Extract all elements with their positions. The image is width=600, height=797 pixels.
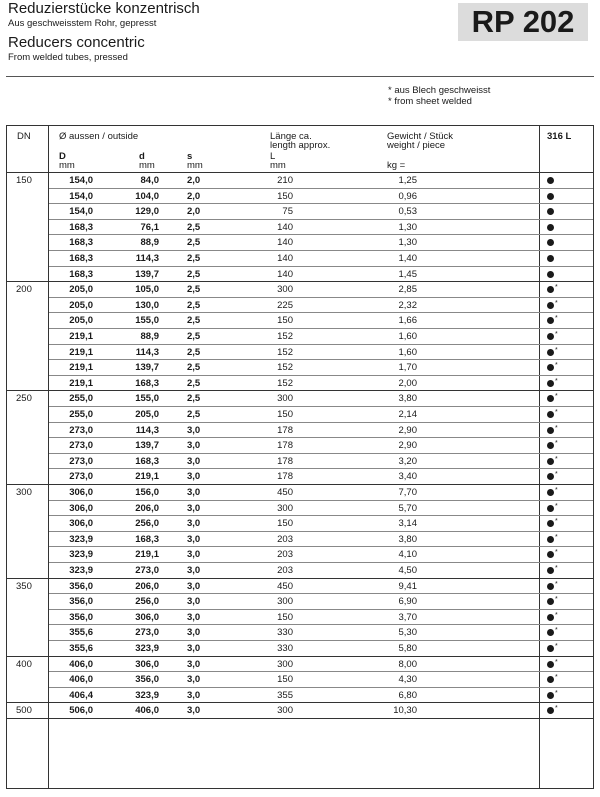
sheet-welded-star: * xyxy=(555,689,558,697)
sheet-welded-star: * xyxy=(555,596,558,604)
cell-D: 356,0 xyxy=(69,580,93,592)
sheet-welded-star: * xyxy=(555,674,558,682)
cell-s: 3,0 xyxy=(187,502,201,514)
cell-L: 300 xyxy=(277,705,293,717)
cell-weight: 5,30 xyxy=(398,627,417,639)
cell-D: 355,6 xyxy=(69,627,93,639)
group-divider xyxy=(7,484,593,485)
cell-L: 203 xyxy=(277,549,293,561)
header-row-divider xyxy=(7,172,593,173)
cell-D: 406,0 xyxy=(69,674,93,686)
cell-L: 150 xyxy=(277,409,293,420)
cell-d: 205,0 xyxy=(135,409,159,420)
sheet-welded-star: * xyxy=(555,362,558,370)
cell-d: 156,0 xyxy=(135,487,159,498)
header-unit-s: mm xyxy=(187,160,203,171)
sheet-welded-star: * xyxy=(555,393,558,401)
cell-d: 219,1 xyxy=(135,471,159,483)
sheet-welded-star: * xyxy=(555,377,558,385)
cell-weight: 3,14 xyxy=(398,518,417,530)
cell-s: 2,5 xyxy=(187,331,201,342)
cell-D: 323,9 xyxy=(69,565,93,576)
cell-D: 323,9 xyxy=(69,549,93,561)
cell-d: 206,0 xyxy=(135,502,159,514)
cell-s: 3,0 xyxy=(187,643,201,654)
cell-d: 168,3 xyxy=(135,533,159,545)
sheet-welded-star: * xyxy=(555,565,558,572)
sheet-welded-star: * xyxy=(555,284,558,292)
dn-value: 400 xyxy=(16,658,32,670)
cell-L: 450 xyxy=(277,487,293,498)
cell-d: 273,0 xyxy=(135,565,159,576)
cell-L: 152 xyxy=(277,346,293,358)
cell-s: 3,0 xyxy=(187,627,201,639)
availability-dot xyxy=(547,208,554,215)
cell-D: 506,0 xyxy=(69,705,93,717)
sheet-welded-star: * xyxy=(555,455,558,463)
availability-dot xyxy=(547,286,554,293)
availability-dot xyxy=(547,333,554,340)
cell-d: 76,1 xyxy=(140,221,159,233)
cell-D: 273,0 xyxy=(69,455,93,467)
cell-s: 3,0 xyxy=(187,689,201,701)
header-unit-L: mm xyxy=(270,160,286,171)
cell-weight: 1,45 xyxy=(398,268,417,280)
cell-weight: 1,40 xyxy=(398,253,417,264)
cell-s: 2,5 xyxy=(187,315,201,327)
cell-weight: 1,30 xyxy=(398,237,417,249)
cell-d: 219,1 xyxy=(135,549,159,561)
availability-dot xyxy=(547,629,554,636)
availability-dot xyxy=(547,645,554,652)
cell-D: 273,0 xyxy=(69,471,93,483)
header-divider xyxy=(6,76,594,77)
cell-D: 306,0 xyxy=(69,487,93,498)
cell-s: 3,0 xyxy=(187,518,201,530)
availability-dot xyxy=(547,583,554,590)
title-german: Reduzierstücke konzentrisch xyxy=(8,0,200,17)
note-german: * aus Blech geschweisst xyxy=(388,85,491,96)
availability-dot xyxy=(547,177,554,184)
cell-d: 155,0 xyxy=(135,393,159,405)
header-length-english: length approx. xyxy=(270,140,331,151)
cell-L: 300 xyxy=(277,284,293,296)
cell-D: 154,0 xyxy=(69,175,93,186)
cell-L: 75 xyxy=(282,206,293,218)
cell-L: 152 xyxy=(277,362,293,374)
subtitle-english: From welded tubes, pressed xyxy=(8,52,128,63)
cell-d: 104,0 xyxy=(135,190,159,202)
cell-D: 355,6 xyxy=(69,643,93,654)
availability-dot xyxy=(547,458,554,465)
cell-D: 205,0 xyxy=(69,284,93,296)
cell-weight: 2,00 xyxy=(398,377,417,389)
cell-d: 356,0 xyxy=(135,674,159,686)
cell-L: 300 xyxy=(277,596,293,608)
cell-d: 105,0 xyxy=(135,284,159,296)
cell-s: 2,5 xyxy=(187,409,201,420)
cell-L: 300 xyxy=(277,502,293,514)
cell-s: 2,5 xyxy=(187,237,201,249)
cell-d: 256,0 xyxy=(135,596,159,608)
cell-d: 406,0 xyxy=(135,705,159,717)
cell-weight: 1,60 xyxy=(398,331,417,342)
cell-weight: 2,32 xyxy=(398,299,417,311)
availability-dot xyxy=(547,567,554,574)
cell-D: 356,0 xyxy=(69,596,93,608)
cell-s: 3,0 xyxy=(187,658,201,670)
availability-dot xyxy=(547,317,554,324)
column-divider xyxy=(539,126,540,788)
availability-dot xyxy=(547,473,554,480)
availability-dot xyxy=(547,224,554,231)
availability-dot xyxy=(547,271,554,278)
availability-dot xyxy=(547,395,554,402)
cell-D: 406,4 xyxy=(69,689,93,701)
cell-s: 3,0 xyxy=(187,424,201,436)
sheet-welded-star: * xyxy=(555,502,558,510)
cell-D: 168,3 xyxy=(69,237,93,249)
sheet-welded-star: * xyxy=(555,331,558,338)
cell-s: 3,0 xyxy=(187,674,201,686)
cell-d: 88,9 xyxy=(140,331,159,342)
cell-L: 150 xyxy=(277,518,293,530)
cell-d: 306,0 xyxy=(135,611,159,623)
cell-s: 2,0 xyxy=(187,175,201,186)
cell-L: 150 xyxy=(277,674,293,686)
cell-d: 139,7 xyxy=(135,268,159,280)
cell-D: 273,0 xyxy=(69,440,93,452)
availability-dot xyxy=(547,489,554,496)
cell-weight: 3,20 xyxy=(398,455,417,467)
cell-weight: 0,53 xyxy=(398,206,417,218)
cell-L: 140 xyxy=(277,253,293,264)
cell-d: 206,0 xyxy=(135,580,159,592)
cell-weight: 2,90 xyxy=(398,440,417,452)
header-D: D xyxy=(59,151,66,162)
availability-dot xyxy=(547,614,554,621)
cell-s: 2,5 xyxy=(187,284,201,296)
sheet-welded-star: * xyxy=(555,440,558,448)
cell-D: 323,9 xyxy=(69,533,93,545)
cell-D: 205,0 xyxy=(69,299,93,311)
availability-dot xyxy=(547,239,554,246)
cell-d: 168,3 xyxy=(135,377,159,389)
availability-dot xyxy=(547,380,554,387)
cell-s: 2,0 xyxy=(187,206,201,218)
dn-value: 250 xyxy=(16,393,32,405)
availability-dot xyxy=(547,427,554,434)
header-length-german: Länge ca. xyxy=(270,131,312,142)
group-divider xyxy=(7,390,593,391)
cell-s: 3,0 xyxy=(187,596,201,608)
cell-s: 2,5 xyxy=(187,346,201,358)
cell-weight: 3,80 xyxy=(398,533,417,545)
availability-dot xyxy=(547,598,554,605)
cell-D: 219,1 xyxy=(69,362,93,374)
cell-s: 3,0 xyxy=(187,455,201,467)
cell-s: 3,0 xyxy=(187,440,201,452)
cell-D: 306,0 xyxy=(69,518,93,530)
cell-L: 140 xyxy=(277,268,293,280)
cell-s: 3,0 xyxy=(187,611,201,623)
sheet-welded-star: * xyxy=(555,471,558,479)
title-english: Reducers concentric xyxy=(8,34,145,51)
cell-d: 306,0 xyxy=(135,658,159,670)
cell-weight: 4,50 xyxy=(398,565,417,576)
group-divider xyxy=(7,281,593,282)
cell-d: 323,9 xyxy=(135,689,159,701)
cell-d: 155,0 xyxy=(135,315,159,327)
cell-d: 256,0 xyxy=(135,518,159,530)
cell-d: 114,3 xyxy=(135,346,159,358)
subtitle-german: Aus geschweisstem Rohr, gepresst xyxy=(8,18,157,29)
availability-dot xyxy=(547,255,554,262)
sheet-welded-star: * xyxy=(555,611,558,619)
cell-weight: 2,85 xyxy=(398,284,417,296)
cell-L: 152 xyxy=(277,331,293,342)
cell-d: 84,0 xyxy=(140,175,159,186)
header-dn: DN xyxy=(17,131,31,142)
cell-weight: 0,96 xyxy=(398,190,417,202)
cell-s: 3,0 xyxy=(187,471,201,483)
cell-D: 356,0 xyxy=(69,611,93,623)
cell-s: 2,5 xyxy=(187,377,201,389)
availability-dot xyxy=(547,411,554,418)
cell-L: 330 xyxy=(277,643,293,654)
cell-weight: 4,30 xyxy=(398,674,417,686)
group-divider xyxy=(7,702,593,703)
cell-D: 273,0 xyxy=(69,424,93,436)
cell-d: 114,3 xyxy=(135,424,159,436)
cell-D: 255,0 xyxy=(69,409,93,420)
sheet-welded-star: * xyxy=(555,315,558,323)
cell-D: 255,0 xyxy=(69,393,93,405)
table-end-divider xyxy=(7,718,593,719)
cell-weight: 6,80 xyxy=(398,689,417,701)
cell-L: 300 xyxy=(277,658,293,670)
cell-L: 150 xyxy=(277,611,293,623)
cell-L: 150 xyxy=(277,190,293,202)
cell-s: 2,5 xyxy=(187,393,201,405)
availability-dot xyxy=(547,707,554,714)
cell-L: 225 xyxy=(277,299,293,311)
sheet-welded-star: * xyxy=(555,424,558,432)
cell-d: 273,0 xyxy=(135,627,159,639)
cell-L: 178 xyxy=(277,471,293,483)
sheet-welded-star: * xyxy=(555,643,558,650)
availability-dot xyxy=(547,349,554,356)
availability-dot xyxy=(547,520,554,527)
cell-s: 3,0 xyxy=(187,487,201,498)
cell-weight: 1,30 xyxy=(398,221,417,233)
cell-weight: 10,30 xyxy=(393,705,417,717)
cell-s: 3,0 xyxy=(187,580,201,592)
cell-weight: 7,70 xyxy=(398,487,417,498)
cell-L: 203 xyxy=(277,533,293,545)
sheet-welded-star: * xyxy=(555,346,558,354)
cell-L: 152 xyxy=(277,377,293,389)
sheet-welded-star: * xyxy=(555,705,558,713)
cell-s: 3,0 xyxy=(187,565,201,576)
cell-weight: 9,41 xyxy=(398,580,417,592)
sheet-welded-star: * xyxy=(555,487,558,494)
cell-weight: 5,70 xyxy=(398,502,417,514)
cell-s: 2,5 xyxy=(187,253,201,264)
cell-d: 139,7 xyxy=(135,440,159,452)
cell-d: 139,7 xyxy=(135,362,159,374)
cell-s: 2,5 xyxy=(187,299,201,311)
cell-D: 168,3 xyxy=(69,253,93,264)
header-weight-unit: kg = xyxy=(387,160,406,171)
availability-dot xyxy=(547,505,554,512)
cell-D: 219,1 xyxy=(69,377,93,389)
reducer-table xyxy=(6,125,594,789)
availability-dot xyxy=(547,302,554,309)
cell-d: 114,3 xyxy=(135,253,159,264)
cell-L: 355 xyxy=(277,689,293,701)
header-L: L xyxy=(270,151,276,162)
availability-dot xyxy=(547,676,554,683)
cell-s: 2,5 xyxy=(187,268,201,280)
sheet-welded-star: * xyxy=(555,533,558,541)
cell-weight: 2,14 xyxy=(398,409,417,420)
cell-d: 168,3 xyxy=(135,455,159,467)
availability-dot xyxy=(547,193,554,200)
header-weight-english: weight / piece xyxy=(387,140,446,151)
cell-D: 168,3 xyxy=(69,268,93,280)
header-material: 316 L xyxy=(547,131,572,142)
cell-L: 450 xyxy=(277,580,293,592)
sheet-welded-star: * xyxy=(555,580,558,588)
cell-s: 3,0 xyxy=(187,705,201,717)
cell-weight: 4,10 xyxy=(398,549,417,561)
cell-s: 3,0 xyxy=(187,549,201,561)
header-s: s xyxy=(187,151,193,162)
product-code: RP 202 xyxy=(458,3,588,41)
cell-D: 154,0 xyxy=(69,206,93,218)
header-unit-D: mm xyxy=(59,160,75,171)
header-d: d xyxy=(139,151,145,162)
cell-d: 323,9 xyxy=(135,643,159,654)
dn-value: 350 xyxy=(16,580,32,592)
cell-s: 2,5 xyxy=(187,362,201,374)
cell-weight: 3,80 xyxy=(398,393,417,405)
cell-s: 2,5 xyxy=(187,221,201,233)
column-divider xyxy=(48,126,49,788)
header-diameter: Ø aussen / outside xyxy=(59,131,139,142)
cell-L: 150 xyxy=(277,315,293,327)
cell-L: 178 xyxy=(277,424,293,436)
cell-weight: 6,90 xyxy=(398,596,417,608)
cell-D: 154,0 xyxy=(69,190,93,202)
cell-weight: 3,70 xyxy=(398,611,417,623)
cell-L: 330 xyxy=(277,627,293,639)
cell-weight: 1,60 xyxy=(398,346,417,358)
cell-weight: 8,00 xyxy=(398,658,417,670)
cell-d: 130,0 xyxy=(135,299,159,311)
sheet-welded-star: * xyxy=(555,549,558,557)
sheet-welded-star: * xyxy=(555,409,558,416)
cell-L: 178 xyxy=(277,455,293,467)
cell-weight: 2,90 xyxy=(398,424,417,436)
availability-dot xyxy=(547,364,554,371)
group-divider xyxy=(7,656,593,657)
header-weight-german: Gewicht / Stück xyxy=(387,131,453,142)
cell-L: 140 xyxy=(277,237,293,249)
sheet-welded-star: * xyxy=(555,658,558,666)
availability-dot xyxy=(547,661,554,668)
header-unit-d: mm xyxy=(139,160,155,171)
cell-weight: 1,70 xyxy=(398,362,417,374)
cell-d: 88,9 xyxy=(140,237,159,249)
group-divider xyxy=(7,578,593,579)
cell-weight: 5,80 xyxy=(398,643,417,654)
availability-dot xyxy=(547,692,554,699)
cell-D: 306,0 xyxy=(69,502,93,514)
cell-D: 205,0 xyxy=(69,315,93,327)
dn-value: 150 xyxy=(16,175,32,186)
cell-weight: 1,66 xyxy=(398,315,417,327)
cell-L: 140 xyxy=(277,221,293,233)
cell-weight: 1,25 xyxy=(398,175,417,186)
sheet-welded-star: * xyxy=(555,299,558,307)
note-english: * from sheet welded xyxy=(388,96,472,107)
cell-L: 203 xyxy=(277,565,293,576)
cell-L: 210 xyxy=(277,175,293,186)
dn-value: 200 xyxy=(16,284,32,296)
cell-d: 129,0 xyxy=(135,206,159,218)
availability-dot xyxy=(547,536,554,543)
cell-D: 219,1 xyxy=(69,331,93,342)
availability-dot xyxy=(547,442,554,449)
cell-L: 300 xyxy=(277,393,293,405)
cell-L: 178 xyxy=(277,440,293,452)
sheet-welded-star: * xyxy=(555,518,558,526)
cell-s: 2,0 xyxy=(187,190,201,202)
cell-D: 219,1 xyxy=(69,346,93,358)
dn-value: 500 xyxy=(16,705,32,717)
dn-value: 300 xyxy=(16,487,32,498)
cell-D: 168,3 xyxy=(69,221,93,233)
cell-s: 3,0 xyxy=(187,533,201,545)
availability-dot xyxy=(547,551,554,558)
sheet-welded-star: * xyxy=(555,627,558,635)
cell-D: 406,0 xyxy=(69,658,93,670)
cell-weight: 3,40 xyxy=(398,471,417,483)
